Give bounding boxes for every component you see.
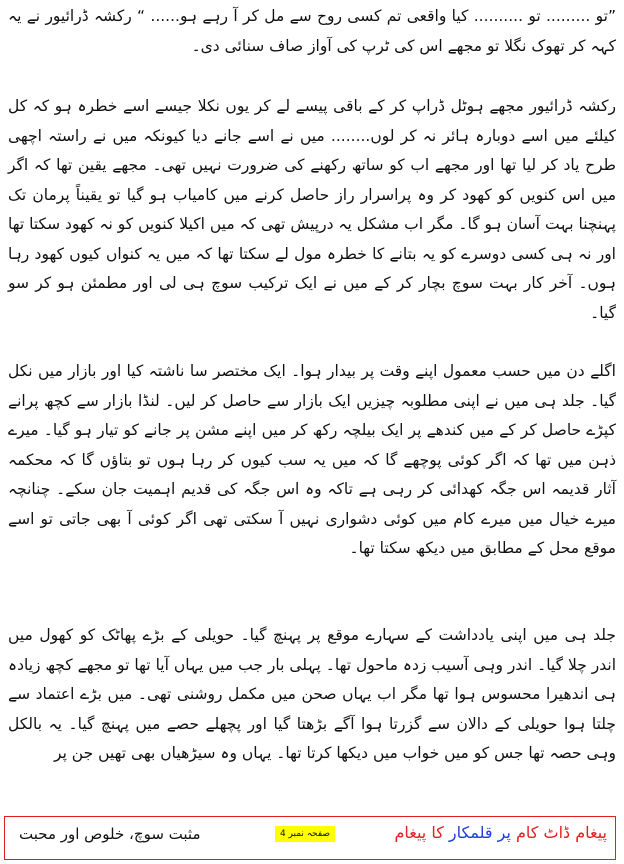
paragraph-text: ”تو ......... تو .......... کیا واقعی تم کسی روح سے مل کر آ رہے ہو...... “ رکشہ ڈرائیور نے یہ کہہ کر تھوک نگلا تو مجھے اس کی ٹرپ کی آواز صاف سنائی دی۔ <box>8 7 616 55</box>
paragraph <box>8 2 616 61</box>
paragraph <box>8 92 616 328</box>
page-number-badge: صفحہ نمبر 4 <box>275 826 335 842</box>
paragraph-text: رکشہ ڈرائیور مجھے ہوٹل ڈراپ کر کے باقی پیسے لے کر یوں نکلا جیسے اسے خطرہ ہو کہ کل کیلئے میں اسے دوبارہ ہائر نہ کر لوں........ میں نے اسے جانے دیا کیونکہ میں نے راستہ اچھی طرح یاد کر لیا تھا اور مجھے اب کو ساتھ رکھنے کی ضرورت نہیں تھی۔ مجھے یقین تھا کہ اگر میں اس کنویں کو کھود کر وہ پراسرار راز حاصل کرنے میں کامیاب ہو گیا تو یقیناً پرمان تک پہنچنا بہت آسان ہو گا۔ مگر اب مشکل یہ درپیش تھی کہ میں اکیلا کنویں کو نہ کھود سکتا تھا اور نہ ہی کسی دوسرے کو یہ بتانے کا خطرہ مول لے سکتا تھا کہ میں یہ کنواں کیوں کھود رہا ہوں۔ آخر کار بہت سوچ بچار کر کے میں نے ایک ترکیب سوچ ہی لی اور مطمئن ہو کر سو گیا۔ <box>8 97 616 322</box>
paragraph <box>8 357 616 564</box>
brand-writer: پر قلمکار <box>448 823 511 842</box>
paragraph-text: اگلے دن میں حسب معمول اپنے وقت پر بیدار ہوا۔ ایک مختصر سا ناشتہ کیا اور بازار میں نکل گیا۔ جلد ہی میں نے اپنی مطلوبہ چیزیں ایک بازار سے حاصل کر لیں۔ لنڈا بازار سے کچھ پرانے کپڑے حاصل کر کے میں کندھے پر ایک بیلچہ رکھ کر میں اپنے مشن پر جانے کو تیار ہو گیا۔ میرے ذہن میں تھا کہ اگر کوئی پوچھے گا کہ میں یہ سب کیوں کر رہا ہوں تو بتاؤں گا کہ محکمہ آثار قدیمہ اس جگہ کھدائی کر رہی ہے تاکہ وہ اس جگہ کی قدیم اہمیت جان سکے۔ چنانچہ میرے خیال میں میرے کام میں کوئی دشواری نہیں آ سکتی تھی اگر کوئی آ بھی جاتی تو اسے موقع محل کے مطابق میں دیکھ سکتا تھا۔ <box>8 362 616 557</box>
brand-name: پیغام ڈاٹ کام <box>516 823 607 842</box>
paragraph-text: جلد ہی میں اپنی یادداشت کے سہارے موقع پر پہنچ گیا۔ حویلی کے بڑے پھاٹک کو کھول میں اندر چلا گیا۔ اندر وہی آسیب زدہ ماحول تھا۔ پہلی بار جب میں یہاں آیا تھا تو مجھے کچھ زیادہ ہی اندھیرا محسوس ہوا تھا مگر اب یہاں صحن میں مکمل روشنی تھی۔ میں بڑے اعتماد سے چلتا ہوا حویلی کے دالان سے گزرتا ہوا آگے بڑھتا گیا اور پچھلے حصے میں پہنچ گیا۔ یہ بالکل وہی حصہ تھا جس کو میں خواب میں دیکھا کرتا تھا۔ یہاں وہ سیڑھیاں بھی تھیں جن پر <box>8 626 616 762</box>
brand-message: کا پیغام <box>394 823 444 842</box>
paragraph <box>8 621 616 769</box>
footer-tagline: مثبت سوچ، خلوص اور محبت <box>19 825 201 843</box>
footer-brand <box>394 823 607 842</box>
page-footer <box>4 816 616 860</box>
